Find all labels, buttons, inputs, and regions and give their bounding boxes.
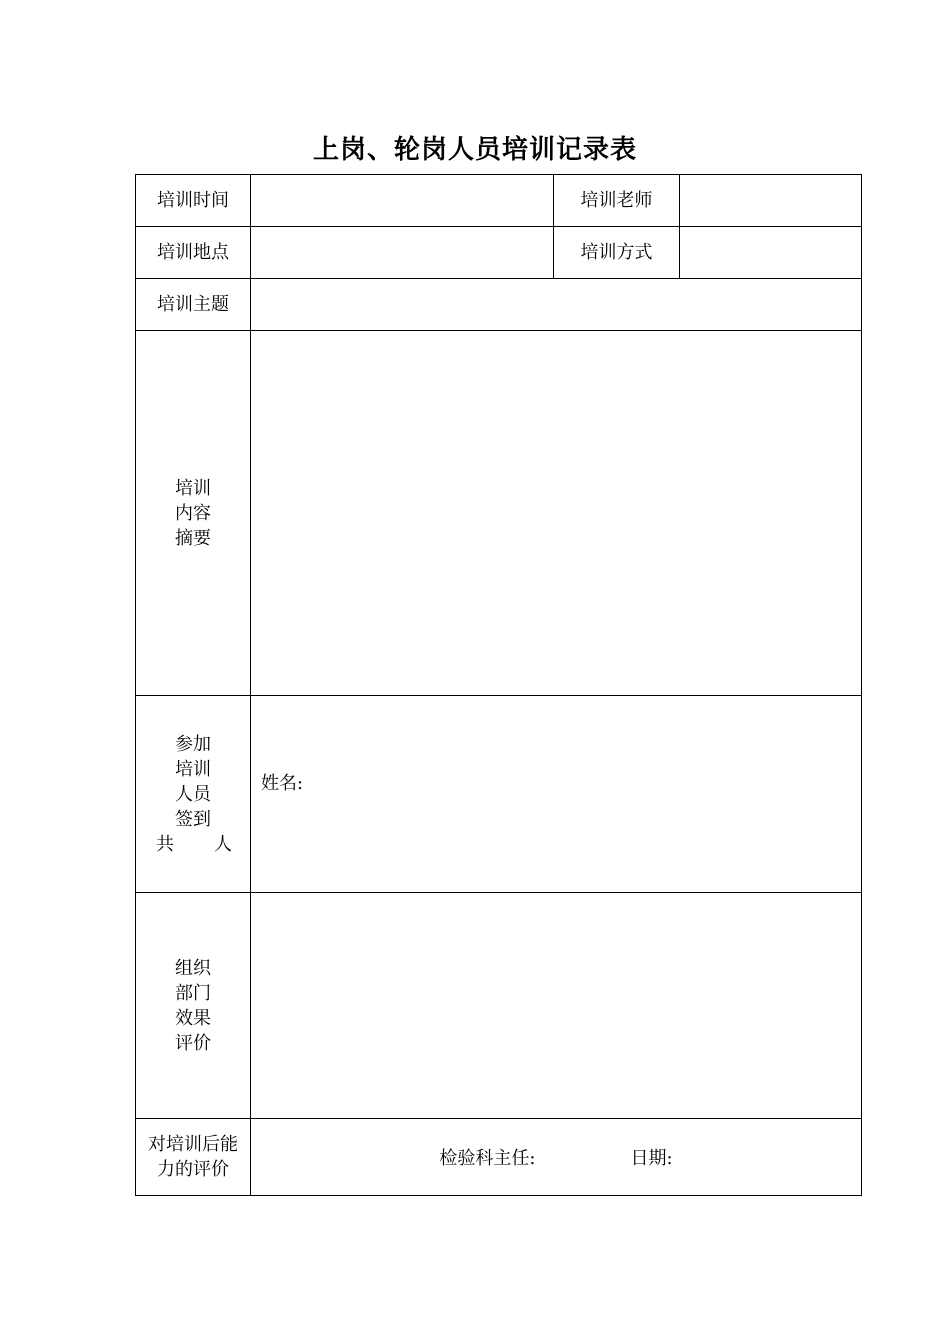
row-topic	[136, 279, 862, 331]
ability-sign-field[interactable]	[251, 1119, 862, 1196]
training-teacher-field[interactable]	[680, 175, 862, 227]
attendance-label-line: 参加	[175, 733, 211, 755]
row-time-teacher	[136, 175, 862, 227]
training-topic-field[interactable]	[251, 279, 862, 331]
row-ability	[136, 1119, 862, 1196]
training-location-label: 培训地点	[136, 227, 251, 279]
evaluation-label-line: 效果	[175, 1007, 211, 1029]
evaluation-label-line: 部门	[175, 982, 211, 1004]
page-title: 上岗、轮岗人员培训记录表	[312, 135, 637, 165]
attendance-label-line: 培训	[175, 758, 211, 780]
row-attendance	[136, 696, 862, 893]
attendance-sign-field[interactable]	[251, 696, 862, 893]
attendance-label-line: 人员	[175, 783, 211, 805]
row-evaluation	[136, 893, 862, 1119]
training-teacher-label: 培训老师	[554, 175, 680, 227]
ability-label-line: 对培训后能	[148, 1134, 238, 1155]
director-label: 检验科主任:	[439, 1148, 536, 1169]
training-record-table	[135, 174, 862, 1196]
summary-label-line: 培训	[175, 477, 211, 499]
summary-label-line: 摘要	[175, 527, 211, 549]
training-time-label: 培训时间	[136, 175, 251, 227]
attendance-total	[136, 832, 250, 857]
date-label: 日期:	[630, 1148, 673, 1169]
training-topic-label: 培训主题	[136, 279, 251, 331]
attendance-label	[136, 696, 251, 893]
summary-label-line: 内容	[175, 502, 211, 524]
evaluation-field[interactable]	[251, 893, 862, 1119]
evaluation-label-line: 评价	[175, 1032, 211, 1054]
training-time-field[interactable]	[251, 175, 554, 227]
row-location-method	[136, 227, 862, 279]
evaluation-label	[136, 893, 251, 1119]
training-summary-field[interactable]	[251, 331, 862, 696]
training-method-label: 培训方式	[554, 227, 680, 279]
training-location-field[interactable]	[251, 227, 554, 279]
row-summary	[136, 331, 862, 696]
attendance-label-line: 签到	[175, 808, 211, 830]
attendance-total-prefix: 共	[156, 833, 192, 855]
ability-label	[136, 1119, 251, 1196]
evaluation-label-line: 组织	[175, 957, 211, 979]
training-summary-label	[136, 331, 251, 696]
attendance-total-suffix: 人	[214, 833, 232, 855]
ability-label-line: 力的评价	[157, 1159, 229, 1180]
name-label: 姓名:	[261, 773, 304, 794]
training-method-field[interactable]	[680, 227, 862, 279]
